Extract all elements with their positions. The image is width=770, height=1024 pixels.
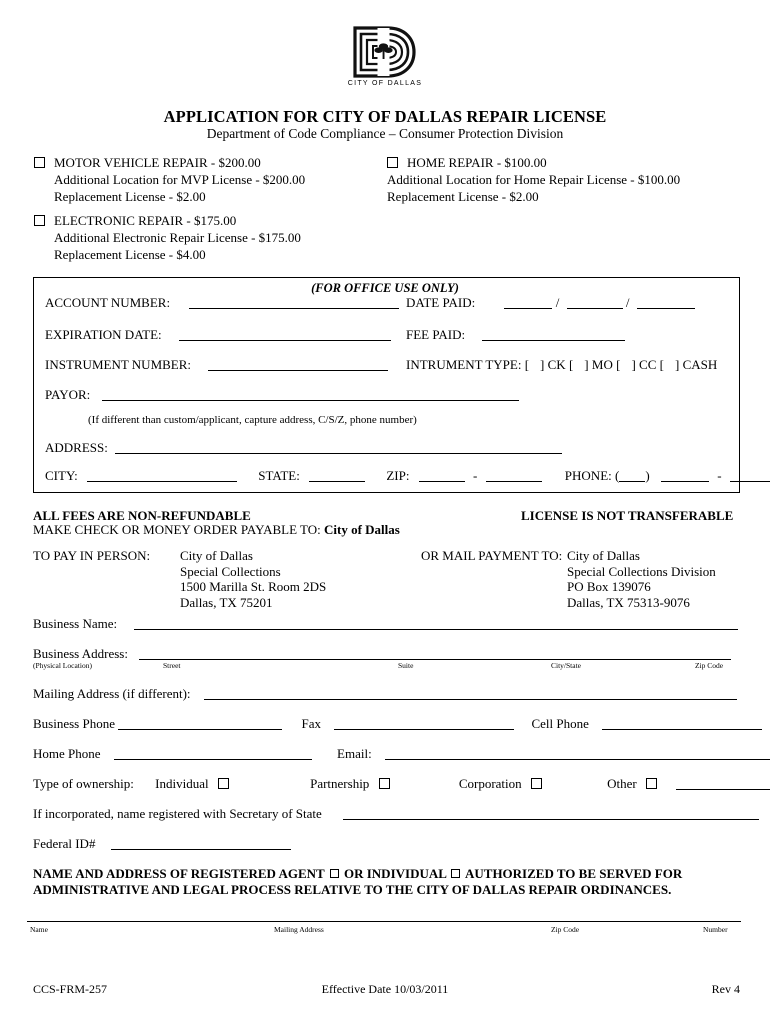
ownership-option-corporation-label: Corporation (458, 776, 522, 791)
registered-agent-entry-line[interactable] (27, 921, 741, 922)
business-name-input[interactable] (134, 617, 738, 630)
address-line: City of Dallas (180, 548, 253, 563)
sublabel-city-state: City/State (551, 661, 581, 670)
license-detail-line: Replacement License - $2.00 (54, 189, 206, 204)
license-detail-line: Replacement License - $2.00 (387, 189, 539, 204)
footer-form-code: CCS-FRM-257 (33, 982, 108, 996)
bracket-open: [ (524, 357, 530, 372)
license-option-home-repair[interactable] (387, 154, 680, 205)
bracket-open: [ (616, 357, 621, 372)
payor-input[interactable] (102, 388, 519, 401)
business-name-label: Business Name: (33, 616, 118, 631)
ownership-other-input[interactable] (676, 777, 770, 790)
sublabel-zip-code: Zip Code (695, 661, 724, 670)
registered-agent-text-b: OR INDIVIDUAL (343, 866, 447, 881)
sublabel-agent-number: Number (703, 925, 728, 934)
phone-prefix-input[interactable] (661, 469, 709, 482)
make-check-prefix: MAKE CHECK OR MONEY ORDER PAYABLE TO: (33, 522, 321, 537)
make-check-payable-line (33, 522, 400, 538)
ownership-option-other-label: Other (607, 776, 637, 791)
instrument-type-cc[interactable]: CC (639, 357, 657, 372)
checkbox-registered-agent[interactable] (330, 869, 339, 878)
phone-area-input[interactable] (619, 469, 645, 482)
bracket-open: [ (659, 357, 664, 372)
incorporated-name-input[interactable] (343, 807, 759, 820)
fees-non-refundable-notice: ALL FEES ARE NON-REFUNDABLE (33, 508, 251, 523)
instrument-type-label: INTRUMENT TYPE: (406, 357, 522, 372)
date-paid-year-input[interactable] (637, 296, 695, 309)
federal-id-input[interactable] (111, 837, 291, 850)
federal-id-label: Federal ID# (33, 836, 96, 851)
account-number-label: ACCOUNT NUMBER: (45, 295, 171, 310)
date-paid-day-input[interactable] (567, 296, 623, 309)
payor-note: (If different than custom/applicant, capture address, C/S/Z, phone number) (88, 414, 417, 426)
instrument-type-cash[interactable]: CASH (682, 357, 718, 372)
field-instrument-number[interactable] (45, 357, 388, 373)
checkbox-individual[interactable] (451, 869, 460, 878)
home-phone-input[interactable] (114, 747, 312, 760)
expiration-date-input[interactable] (179, 328, 391, 341)
sublabel-agent-name: Name (30, 925, 48, 934)
business-address-input[interactable] (139, 647, 731, 660)
address-line: Special Collections (180, 563, 281, 579)
date-separator: / (555, 295, 560, 310)
city-of-dallas-logo (0, 26, 770, 87)
sublabel-agent-zip-code: Zip Code (551, 925, 580, 934)
business-phone-input[interactable] (118, 717, 282, 730)
address-line: 1500 Marilla St. Room 2DS (180, 579, 327, 594)
bracket-open: [ (568, 357, 574, 372)
address-line: PO Box 139076 (567, 579, 651, 594)
office-address-label: ADDRESS: (45, 440, 108, 455)
zip-label: ZIP: (386, 468, 410, 483)
bracket-close: ] (584, 357, 589, 372)
fax-input[interactable] (334, 717, 514, 730)
field-type-of-ownership[interactable] (33, 776, 770, 792)
expiration-date-label: EXPIRATION DATE: (45, 327, 162, 342)
home-phone-label: Home Phone (33, 746, 101, 761)
field-business-name[interactable] (33, 616, 738, 632)
business-phone-label: Business Phone (33, 716, 115, 731)
office-use-title: (FOR OFFICE USE ONLY) (311, 281, 459, 295)
checkbox-home-repair[interactable] (387, 157, 398, 168)
checkbox-ownership-other[interactable] (646, 778, 657, 789)
zip-input[interactable] (419, 469, 465, 482)
bracket-close: ] (674, 357, 680, 372)
mail-payment-label: OR MAIL PAYMENT TO: (421, 548, 563, 563)
field-account-number[interactable] (45, 295, 399, 311)
sublabel-agent-mailing-address: Mailing Address (274, 925, 324, 934)
field-mailing-address[interactable] (33, 686, 737, 702)
footer-effective-date: Effective Date 10/03/2011 (321, 982, 449, 996)
phone-label: PHONE: (564, 468, 612, 483)
license-heading-row (387, 154, 680, 171)
license-option-motor-vehicle-repair[interactable] (34, 154, 305, 205)
sublabel-street: Street (163, 661, 181, 670)
page-subtitle: Department of Code Compliance – Consumer Protection Division (206, 126, 564, 141)
cell-phone-input[interactable] (602, 717, 762, 730)
license-heading-label: MOTOR VEHICLE REPAIR - $200.00 (54, 155, 261, 170)
ownership-option-individual-label: Individual (155, 776, 209, 791)
phone-dash: - (717, 468, 722, 483)
license-detail-line: Additional Location for MVP License - $200.00 (54, 172, 306, 187)
field-payor[interactable] (45, 387, 519, 403)
license-detail-line: Additional Electronic Repair License - $175.00 (54, 230, 301, 245)
make-check-payee: City of Dallas (323, 522, 400, 537)
mail-payment-address (567, 548, 716, 610)
state-label: STATE: (258, 468, 300, 483)
city-label: CITY: (45, 468, 78, 483)
license-detail-line: Replacement License - $4.00 (54, 247, 206, 262)
checkbox-ownership-partnership[interactable] (379, 778, 390, 789)
registered-agent-line-2: ADMINISTRATIVE AND LEGAL PROCESS RELATIVE TO THE CITY OF DALLAS REPAIR ORDINANCES. (33, 882, 672, 897)
fee-paid-input[interactable] (482, 328, 625, 341)
account-number-input[interactable] (189, 296, 399, 309)
instrument-number-input[interactable] (208, 358, 388, 371)
address-line: City of Dallas (567, 548, 640, 563)
license-not-transferable-notice: LICENSE IS NOT TRANSFERABLE (521, 508, 734, 523)
mailing-address-input[interactable] (204, 687, 737, 700)
bracket-close: ] (540, 357, 545, 372)
registered-agent-text-a: NAME AND ADDRESS OF REGISTERED AGENT (33, 866, 325, 881)
address-line: Dallas, TX 75313-9076 (567, 594, 690, 610)
zip-dash: - (472, 468, 478, 483)
zip-plus4-input[interactable] (486, 469, 542, 482)
state-input[interactable] (309, 469, 365, 482)
sublabel-suite: Suite (398, 661, 414, 670)
checkbox-electronic-repair[interactable] (34, 215, 45, 226)
phone-line-input[interactable] (730, 469, 770, 482)
address-line: Special Collections Division (567, 563, 716, 579)
phone-paren-open: ( (615, 468, 620, 483)
mailing-address-label: Mailing Address (if different): (33, 686, 191, 701)
registered-agent-statement (33, 866, 733, 898)
email-input[interactable] (385, 747, 770, 760)
date-separator: / (625, 295, 630, 310)
incorporated-label: If incorporated, name registered with Secretary of State (33, 806, 322, 821)
field-home-phone-email[interactable] (33, 746, 770, 762)
ownership-option-partnership-label: Partnership (310, 776, 370, 791)
fee-paid-label: FEE PAID: (406, 327, 466, 342)
field-office-city-state-zip-phone[interactable] (45, 468, 770, 484)
field-federal-id[interactable] (33, 836, 291, 852)
registered-agent-text-c: AUTHORIZED TO BE SERVED FOR (465, 866, 683, 881)
license-option-electronic-repair[interactable] (34, 212, 301, 263)
address-line: Dallas, TX 75201 (180, 594, 273, 610)
license-heading-row (34, 212, 301, 229)
registered-agent-line-1 (33, 866, 733, 882)
instrument-type-ck[interactable]: CK (547, 357, 566, 372)
phone-paren-close: ) (645, 468, 650, 483)
field-incorporated-name[interactable] (33, 806, 759, 822)
date-paid-label: DATE PAID: (406, 295, 476, 310)
physical-location-note: (Physical Location) (33, 661, 92, 670)
field-business-address[interactable] (33, 646, 731, 662)
date-paid-month-input[interactable] (504, 296, 552, 309)
cell-phone-label: Cell Phone (531, 716, 589, 731)
license-heading-label: HOME REPAIR - $100.00 (407, 155, 547, 170)
instrument-type-mo[interactable]: MO (591, 357, 613, 372)
city-of-dallas-d-logo-icon (352, 26, 418, 78)
field-office-address[interactable] (45, 440, 562, 456)
field-expiration-date[interactable] (45, 327, 391, 343)
email-label: Email: (337, 746, 372, 761)
city-input[interactable] (87, 469, 237, 482)
page-title: APPLICATION FOR CITY OF DALLAS REPAIR LICENSE (163, 107, 607, 126)
footer-revision: Rev 4 (711, 982, 740, 996)
field-fee-paid[interactable] (406, 327, 625, 343)
payor-label: PAYOR: (45, 387, 91, 402)
business-address-label: Business Address: (33, 646, 128, 661)
license-heading-row (34, 154, 305, 171)
pay-in-person-address (180, 548, 326, 610)
logo-caption: CITY OF DALLAS (347, 80, 423, 87)
license-detail-line: Additional Location for Home Repair License - $100.00 (387, 172, 681, 187)
checkbox-ownership-individual[interactable] (218, 778, 229, 789)
bracket-close: ] (631, 357, 636, 372)
field-instrument-type[interactable] (406, 357, 717, 373)
field-business-phone[interactable] (33, 716, 762, 732)
office-address-input[interactable] (115, 441, 562, 454)
checkbox-ownership-corporation[interactable] (531, 778, 542, 789)
instrument-number-label: INSTRUMENT NUMBER: (45, 357, 192, 372)
ownership-label: Type of ownership: (33, 776, 134, 791)
checkbox-motor-vehicle-repair[interactable] (34, 157, 45, 168)
pay-in-person-label: TO PAY IN PERSON: (33, 548, 151, 563)
license-heading-label: ELECTRONIC REPAIR - $175.00 (54, 213, 237, 228)
fax-label: Fax (301, 716, 321, 731)
field-date-paid[interactable] (406, 295, 695, 311)
